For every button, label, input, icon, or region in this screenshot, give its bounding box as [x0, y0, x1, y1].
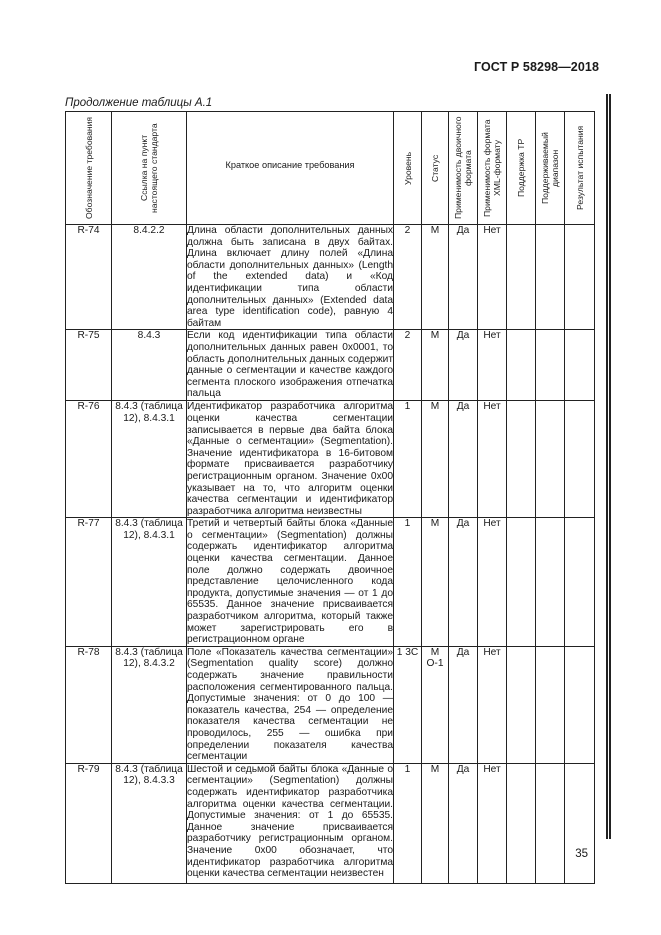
table-row	[66, 225, 595, 330]
cell-support	[507, 646, 536, 763]
cell-level: 1	[394, 401, 422, 518]
cell-range	[536, 225, 565, 330]
cell-support	[507, 330, 536, 401]
cell-support	[507, 763, 536, 883]
cell-id: R-75	[66, 330, 112, 401]
cell-level: 1 3С	[394, 646, 422, 763]
cell-result	[565, 225, 595, 330]
cell-range	[536, 401, 565, 518]
cell-status: М	[422, 763, 449, 883]
col-header-range: Поддерживаемый диапазон	[536, 112, 565, 225]
col-header-support: Поддержка ТР	[507, 112, 536, 225]
cell-binary: Да	[449, 518, 478, 647]
cell-id: R-77	[66, 518, 112, 647]
cell-id: R-78	[66, 646, 112, 763]
cell-range	[536, 518, 565, 647]
cell-xml: Нет	[478, 225, 507, 330]
cell-desc: Шестой и седьмой байты блока «Данные о сегментации» (Segmentation) должны содержать идентификатор разработчика алгоритма оценки качества сегментации. Допустимые значения: от 1 до 65535. Данное значение присваивается разработчику регистрационным органом. Значение 0x00 обозначает, что идентификатор разработчика алгоритма оценки качества сегментации неизвестен	[187, 763, 394, 883]
cell-id: R-79	[66, 763, 112, 883]
cell-desc: Длина области дополнительных данных должна быть записана в двух байтах. Длина включает длину полей «Длина области дополнительных данных» (Length of the extended data) и «Код идентификации типа области дополнительных данных» (Extended data area type identification code), равную 4 байтам	[187, 225, 393, 329]
cell-desc: Если код идентификации типа области дополнительных данных равен 0x0001, то область дополнительных данных содержит данные о сегментации и качестве каждого сегмента плоского изображения отпечатка пальца	[187, 330, 393, 400]
col-header-status: Статус	[422, 112, 449, 225]
cell-binary: Да	[449, 401, 478, 518]
cell-result	[565, 401, 595, 518]
cell-binary: Да	[449, 330, 478, 401]
cell-desc: Поле «Показатель качества сегментации» (Segmentation quality score) должно содержать значение правильности расположения сегментированного пальца. Допустимые значения: от 0 до 100 — показатель качества, 254 — определение показателя качества сегментации не проводилось, 255 — ошибка при определении показателя качества сегментации	[187, 646, 393, 763]
cell-status: М	[422, 518, 449, 647]
cell-xml: Нет	[478, 330, 507, 401]
cell-ref: 8.4.3 (таблица 12), 8.4.3.1	[112, 401, 187, 518]
table-row	[66, 646, 595, 763]
cell-range	[536, 646, 565, 763]
requirements-table	[65, 111, 595, 884]
table-row	[66, 518, 595, 647]
cell-binary: Да	[449, 225, 478, 330]
col-header-result: Результат испытания	[565, 112, 595, 225]
cell-result	[565, 330, 595, 401]
cell-ref: 8.4.3 (таблица 12), 8.4.3.3	[112, 763, 187, 883]
cell-desc: Идентификатор разработчика алгоритма оценки качества сегментации записывается в первые два байта блока «Данные о сегментации» (Segmentation). Значение идентификатора в 16-битовом формате присваивается разработчику регистрационным органом. Значение 0x00 указывает на то, что алгоритм оценки качества сегментации и идентификатор разработчика алгоритма неизвестны	[187, 401, 393, 517]
cell-ref: 8.4.3 (таблица 12), 8.4.3.1	[112, 518, 187, 647]
cell-level: 2	[394, 330, 422, 401]
col-header-ref: Ссылка на пункт настоящего стандарта	[112, 112, 187, 225]
cell-binary: Да	[449, 646, 478, 763]
document-standard-code: ГОСТ Р 58298—2018	[473, 60, 599, 74]
cell-binary: Да	[449, 763, 478, 883]
cell-xml: Нет	[478, 763, 507, 883]
col-header-xml: Применимость формата XML-формату	[478, 112, 507, 225]
cell-ref: 8.4.3 (таблица 12), 8.4.3.2	[112, 646, 187, 763]
cell-level: 1	[394, 518, 422, 647]
cell-id: R-76	[66, 401, 112, 518]
col-header-binary: Применимость двоичного формата	[449, 112, 478, 225]
cell-status: М	[422, 225, 449, 330]
cell-desc: Третий и четвертый байты блока «Данные о сегментации» (Segmentation) должны содержать идентификатор алгоритма оценки качества сегментации. Данное поле должно содержать двоичное представление целочисленного кода продукта, допустимые значения — от 1 до 65535. Данное значение присваивается разработчиком алгоритма, который также может зарегистрировать его в регистрационном органе	[187, 518, 393, 646]
cell-ref: 8.4.3	[112, 330, 187, 401]
cell-ref: 8.4.2.2	[112, 225, 187, 330]
cell-support	[507, 401, 536, 518]
cell-level: 2	[394, 225, 422, 330]
cell-xml: Нет	[478, 518, 507, 647]
cell-id: R-74	[66, 225, 112, 330]
cell-result	[565, 763, 595, 883]
cell-support	[507, 225, 536, 330]
cell-range	[536, 763, 565, 883]
cell-level: 1	[394, 763, 422, 883]
cell-support	[507, 518, 536, 647]
cell-result	[565, 646, 595, 763]
col-header-id: Обозначение требования	[66, 112, 112, 225]
cell-xml: Нет	[478, 646, 507, 763]
table-caption: Продолжение таблицы А.1	[65, 97, 213, 109]
col-header-level: Уровень	[394, 112, 422, 225]
col-header-desc: Краткое описание требования	[187, 112, 394, 225]
table-header-row	[66, 112, 595, 225]
table-row	[66, 401, 595, 518]
cell-status: М О-1	[422, 646, 449, 763]
cell-result	[565, 518, 595, 647]
cell-range	[536, 330, 565, 401]
table-row	[66, 330, 595, 401]
page-number: 35	[575, 848, 588, 860]
cell-xml: Нет	[478, 401, 507, 518]
cell-status: М	[422, 401, 449, 518]
table-row	[66, 763, 595, 883]
margin-double-rule	[606, 94, 611, 839]
cell-status: М	[422, 330, 449, 401]
